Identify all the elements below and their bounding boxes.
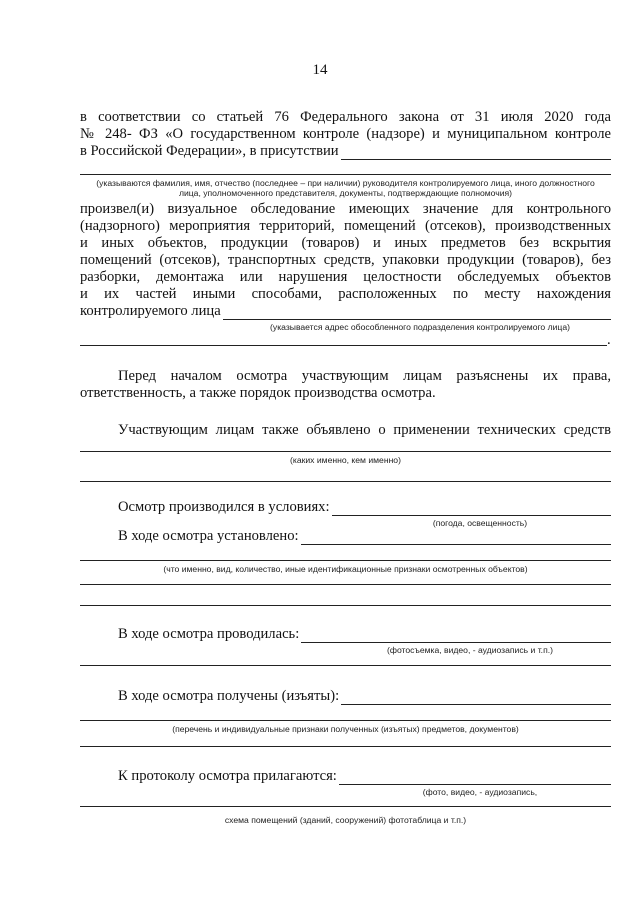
established-caption: (что именно, вид, количество, иные идентификационные признаки осмотренных объектов) <box>163 564 528 574</box>
address-line-2[interactable] <box>80 345 607 346</box>
address-end-dot: . <box>607 332 611 348</box>
inspection-line-4: помещений (отсеков), транспортных средств, упаковки продукции (товаров), без <box>80 252 611 268</box>
technical-field-2[interactable] <box>80 481 611 482</box>
established-field-4[interactable] <box>80 605 611 606</box>
technical-caption: (каких именно, кем именно) <box>290 455 401 465</box>
conditions-label: Осмотр производился в условиях: <box>118 499 330 515</box>
technical-field[interactable] <box>80 451 611 452</box>
established-row <box>118 528 611 545</box>
inspection-line-7 <box>80 303 611 320</box>
conducted-caption: (фотосъемка, видео, - аудиозапись и т.п.) <box>387 645 553 655</box>
attached-field-2[interactable] <box>80 806 611 807</box>
established-field[interactable] <box>301 530 611 545</box>
attendee-field[interactable] <box>341 145 611 160</box>
attendee-caption-2: лица, уполномоченного представителя, документы, подтверждающие полномочия) <box>178 188 513 198</box>
obtained-caption: (перечень и индивидуальные признаки полученных (изъятых) предметов, документов) <box>172 724 519 734</box>
inspection-line-1: произвел(и) визуальное обследование имеющих значение для контрольного <box>80 201 611 217</box>
established-label: В ходе осмотра установлено: <box>118 528 299 544</box>
intro-line-3 <box>80 143 611 160</box>
attached-row <box>118 768 611 785</box>
conducted-field-2[interactable] <box>80 665 611 666</box>
established-field-3[interactable] <box>80 584 611 585</box>
intro-line-3-text: в Российской Федерации», в присутствии <box>80 143 339 159</box>
inspection-line-6: и их частей иными способами, расположенных по месту нахождения <box>80 286 611 302</box>
obtained-field[interactable] <box>341 690 611 705</box>
rights-line-2: ответственность, а также порядок производства осмотра. <box>80 385 436 401</box>
attached-caption-2: схема помещений (зданий, сооружений) фототаблица и т.п.) <box>224 815 467 825</box>
attached-label: К протоколу осмотра прилагаются: <box>118 768 337 784</box>
obtained-field-3[interactable] <box>80 746 611 747</box>
conditions-field[interactable] <box>332 501 611 516</box>
inspection-line-3: и иных объектов, продукции (товаров) и иных предметов без вскрытия <box>80 235 611 251</box>
conducted-label: В ходе осмотра проводилась: <box>118 626 300 642</box>
intro-line-2: № 248- ФЗ «О государственном контроле (надзоре) и муниципальном контроле <box>80 126 611 142</box>
attendee-line-2[interactable] <box>80 174 611 175</box>
obtained-label: В ходе осмотра получены (изъяты): <box>118 688 340 704</box>
conditions-row <box>118 499 611 516</box>
established-field-2[interactable] <box>80 560 611 561</box>
conducted-field[interactable] <box>301 628 611 643</box>
address-caption: (указывается адрес обособленного подразделения контролируемого лица) <box>270 322 570 332</box>
inspection-line-2: (надзорного) мероприятия территорий, помещений (отсеков), производственных <box>80 218 611 234</box>
conditions-caption: (погода, освещенность) <box>432 518 528 528</box>
attendee-caption-1: (указываются фамилия, имя, отчество (последнее – при наличии) руководителя контролируемого лица, иного должностного <box>96 178 595 188</box>
address-field[interactable] <box>223 305 611 320</box>
inspection-line-5: разборки, демонтажа или нарушения целостности обследуемых объектов <box>80 269 611 285</box>
technical-line-1: Участвующим лицам также объявлено о применении технических средств <box>118 422 611 438</box>
attached-caption-1: (фото, видео, - аудиозапись, <box>422 787 538 797</box>
attached-field[interactable] <box>339 770 611 785</box>
obtained-row <box>118 688 611 705</box>
conducted-row <box>118 626 611 643</box>
inspection-line-7-text: контролируемого лица <box>80 303 221 319</box>
page-number: 14 <box>312 62 328 78</box>
rights-line-1: Перед началом осмотра участвующим лицам разъяснены их права, <box>118 368 611 384</box>
intro-line-1: в соответствии со статьей 76 Федерального закона от 31 июля 2020 года <box>80 109 611 125</box>
obtained-field-2[interactable] <box>80 720 611 721</box>
